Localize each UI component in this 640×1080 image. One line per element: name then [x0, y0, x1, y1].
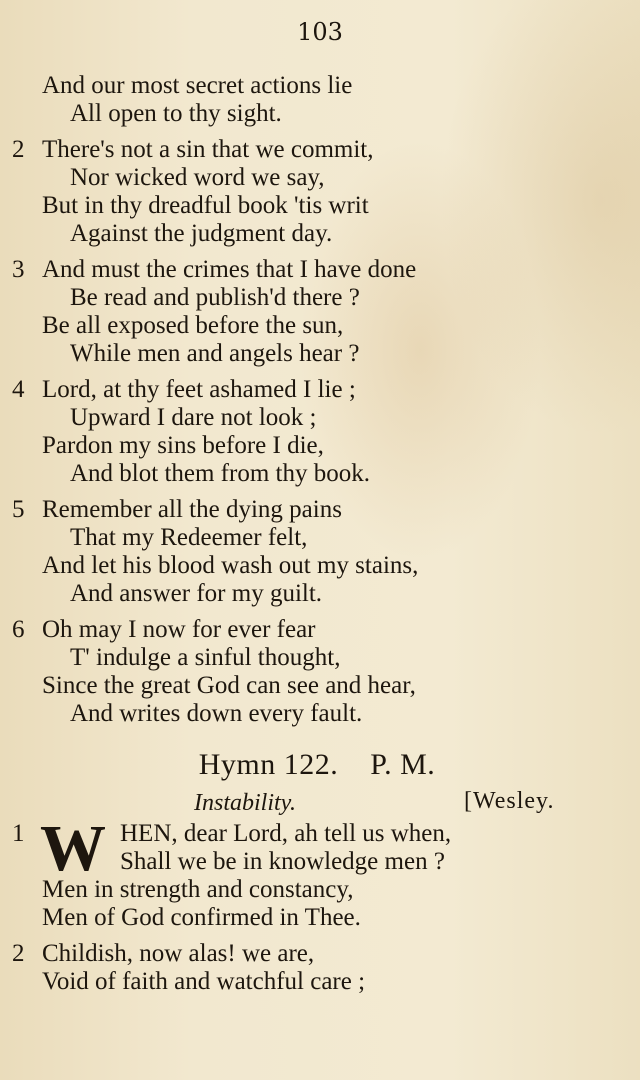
verse-line: While men and angels hear ?	[70, 340, 360, 367]
verse-number: 5	[12, 496, 25, 523]
hymn-author: [Wesley.	[464, 788, 555, 814]
verse-line: Since the great God can see and hear,	[42, 672, 416, 699]
hymn-verse-1	[12, 812, 622, 932]
hymn-subtitle: Instability.	[194, 790, 296, 816]
verse-line: Men of God confirmed in Thee.	[42, 904, 361, 931]
verse-line: Lord, at thy feet ashamed I lie ;	[42, 376, 356, 403]
page-content	[12, 72, 622, 1004]
verse-fragment	[12, 72, 622, 128]
verse-line: Childish, now alas! we are,	[42, 940, 315, 967]
verse-line: Upward I dare not look ;	[70, 404, 317, 431]
verse-5	[12, 496, 622, 608]
verse-line: And writes down every fault.	[70, 700, 363, 727]
verse-4	[12, 376, 622, 488]
verse-6	[12, 616, 622, 728]
verse-line: Men in strength and constancy,	[42, 876, 354, 903]
verse-number: 3	[12, 256, 25, 283]
verse-line: T' indulge a sinful thought,	[70, 644, 341, 671]
verse-line: Be all exposed before the sun,	[42, 312, 344, 339]
verse-line: That my Redeemer felt,	[70, 524, 308, 551]
verse-line: And blot them from thy book.	[70, 460, 370, 487]
verse-line: Against the judgment day.	[70, 220, 333, 247]
verse-line: Pardon my sins before I die,	[42, 432, 324, 459]
verse-number: 2	[12, 940, 25, 967]
verse-line: And answer for my guilt.	[70, 580, 323, 607]
verse-number: 1	[12, 820, 25, 847]
verse-3	[12, 256, 622, 368]
page-number: 103	[297, 18, 343, 46]
verse-line: HEN, dear Lord, ah tell us when,	[120, 820, 452, 847]
hymn-verse-2	[12, 940, 622, 996]
verse-line: All open to thy sight.	[70, 100, 282, 127]
hymn-title: Hymn 122. P. M.	[198, 748, 436, 781]
verse-line: And our most secret actions lie	[42, 72, 353, 99]
verse-line: Be read and publish'd there ?	[70, 284, 360, 311]
verse-2	[12, 136, 622, 248]
verse-number: 2	[12, 136, 25, 163]
verse-line: And let his blood wash out my stains,	[42, 552, 419, 579]
verse-number: 4	[12, 376, 25, 403]
verse-line: And must the crimes that I have done	[42, 256, 417, 283]
verse-line: Remember all the dying pains	[42, 496, 342, 523]
verse-line: Oh may I now for ever fear	[42, 616, 316, 643]
drop-cap: W	[40, 812, 106, 885]
verse-line: There's not a sin that we commit,	[42, 136, 374, 163]
verse-line: But in thy dreadful book 'tis writ	[42, 192, 369, 219]
verse-line: Shall we be in knowledge men ?	[120, 848, 445, 875]
verse-line: Void of faith and watchful care ;	[42, 968, 366, 995]
verse-number: 6	[12, 616, 25, 643]
verse-line: Nor wicked word we say,	[70, 164, 325, 191]
